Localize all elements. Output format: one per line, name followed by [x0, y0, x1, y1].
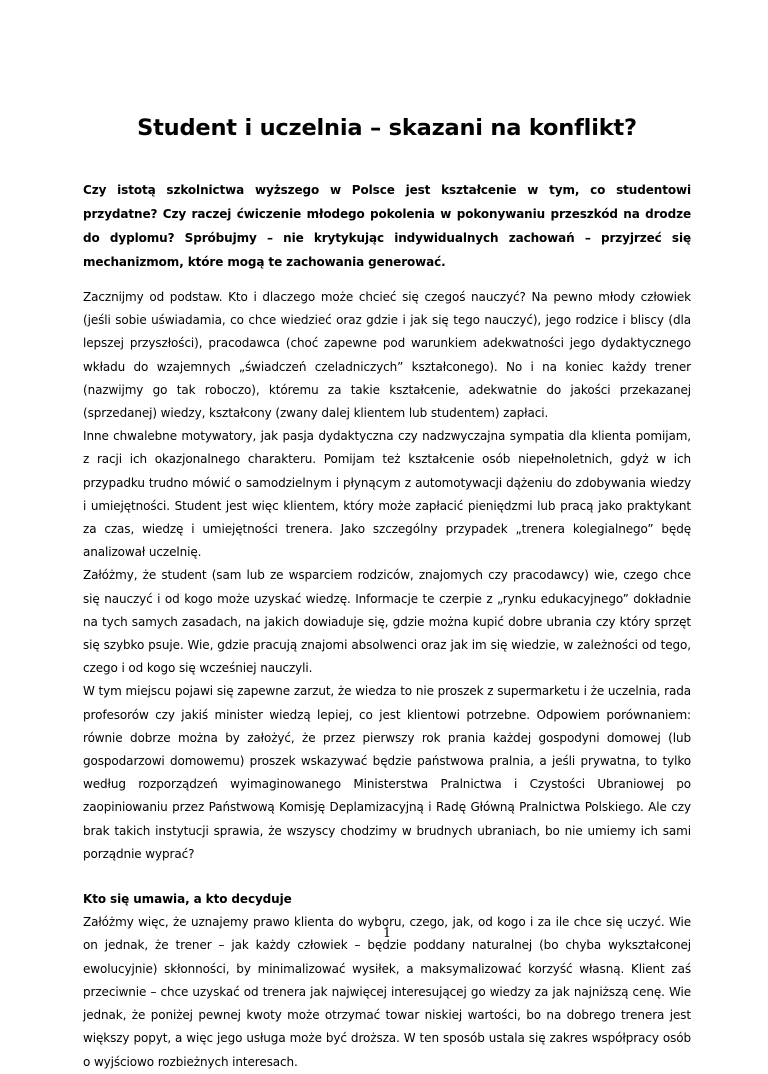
body-paragraph: W tym miejscu pojawi się zapewne zarzut, że wiedza to nie proszek z supermarketu i że uczelnia, rada profesorów czy jakiś minister wiedzą lepiej, co jest klientowi potrzebne. Odpowiem porównaniem: równie dobrze można by założyć, że przez pierwszy rok prania każdej gospodyni domowej (lub gospodarzowi domowemu) proszek wskazywać będzie państwowa pralnia, a jeśli prywatna, to tylko według rozporządzeń wyimaginowanego Ministerstwa Pralnictwa i Czystości Ubraniowej po zaopiniowaniu przez Państwową Komisję Deplamizacyjną i Radę Główną Pralnictwa Polskiego. Ale czy brak takich instytucji sprawia, że wszyscy chodzimy w brudnych ubraniach, bo nie umiemy ich sami porządnie wyprać?	[83, 684, 691, 861]
body-paragraph: Inne chwalebne motywatory, jak pasja dydaktyczna czy nadzwyczajna sympatia dla klienta pomijam, z racji ich okazjonalnego charakteru. Pomijam też kształcenie osób niepełnoletnich, gdyż w ich przypadku trudno mówić o samodzielnym i płynącym z automotywacji dążeniu do zdobywania wiedzy i umiejętności. Student jest więc klientem, który może zapłacić pieniędzmi lub pracą jako praktykant za czas, wiedzę i umiejętności trenera. Jako szczególny przypadek „trenera kolegialnego” będę analizował uczelnię.	[83, 429, 691, 560]
section-paragraph: Załóżmy więc, że uznajemy prawo klienta do wyboru, czego, jak, od kogo i za ile chce się uczyć. Wie on jednak, że trener – jak każdy człowiek – będzie poddany naturalnej (bo chyba wykształconej ewolucyjnie) skłonności, by minimalizować wysiłek, a maksymalizować korzyść własną. Klient zaś przeciwnie – chce uzyskać od trenera jak najwięcej interesującej go wiedzy za jak najniższą cenę. Wie jednak, że poniżej pewnej kwoty może otrzymać towar niskiej wartości, bo na dobrego trenera jest większy popyt, a więc jego usługa może być droższa. W ten sposób ustala się zakres współpracy osób o wyjściowo rozbieżnych interesach.	[83, 915, 691, 1069]
section-heading: Kto się umawia, a kto decyduje	[83, 892, 292, 907]
document-page	[83, 0, 691, 1069]
document-body	[83, 286, 691, 1074]
body-paragraph: Załóżmy, że student (sam lub ze wsparciem rodziców, znajomych czy pracodawcy) wie, czego chce się nauczyć i od kogo może uzyskać wiedzę. Informacje te czerpie z „rynku edukacyjnego” dokładnie na tych samych zasadach, na jakich dowiaduje się, gdzie można kupić dobre ubrania czy który sprzęt się szybko psuje. Wie, gdzie pracują znajomi absolwenci oraz jak im się wiedzie, w zależności od tego, czego i od kogo się wcześniej nauczyli.	[83, 568, 691, 676]
lead-paragraph: Czy istotą szkolnictwa wyższego w Polsce jest kształcenie w tym, co studentowi przydatne? Czy raczej ćwiczenie młodego pokolenia w pokonywaniu przeszkód na drodze do dyplomu? Spróbujmy – nie krytykując indywidualnych zachowań – przyjrzeć się mechanizmom, które mogą te zachowania generować.	[83, 183, 691, 269]
body-paragraph: Zacznijmy od podstaw. Kto i dlaczego może chcieć się czegoś nauczyć? Na pewno młody człowiek (jeśli sobie uświadamia, co chce wiedzieć oraz gdzie i jak się tego nauczyć), jego rodzice i bliscy (dla lepszej przyszłości), pracodawca (choć zapewne pod warunkiem adekwatności jego dydaktycznego wkładu do wzajemnych „świadczeń czeladniczych” kształconego). No i na koniec każdy trener (nazwijmy go tak roboczo), któremu za takie kształcenie, adekwatnie do jakości przekazanej (sprzedanej) wiedzy, kształcony (zwany dalej klientem lub studentem) zapłaci.	[83, 290, 691, 421]
document-title: Student i uczelnia – skazani na konflikt?	[137, 115, 637, 141]
page-number: 1	[382, 926, 392, 941]
